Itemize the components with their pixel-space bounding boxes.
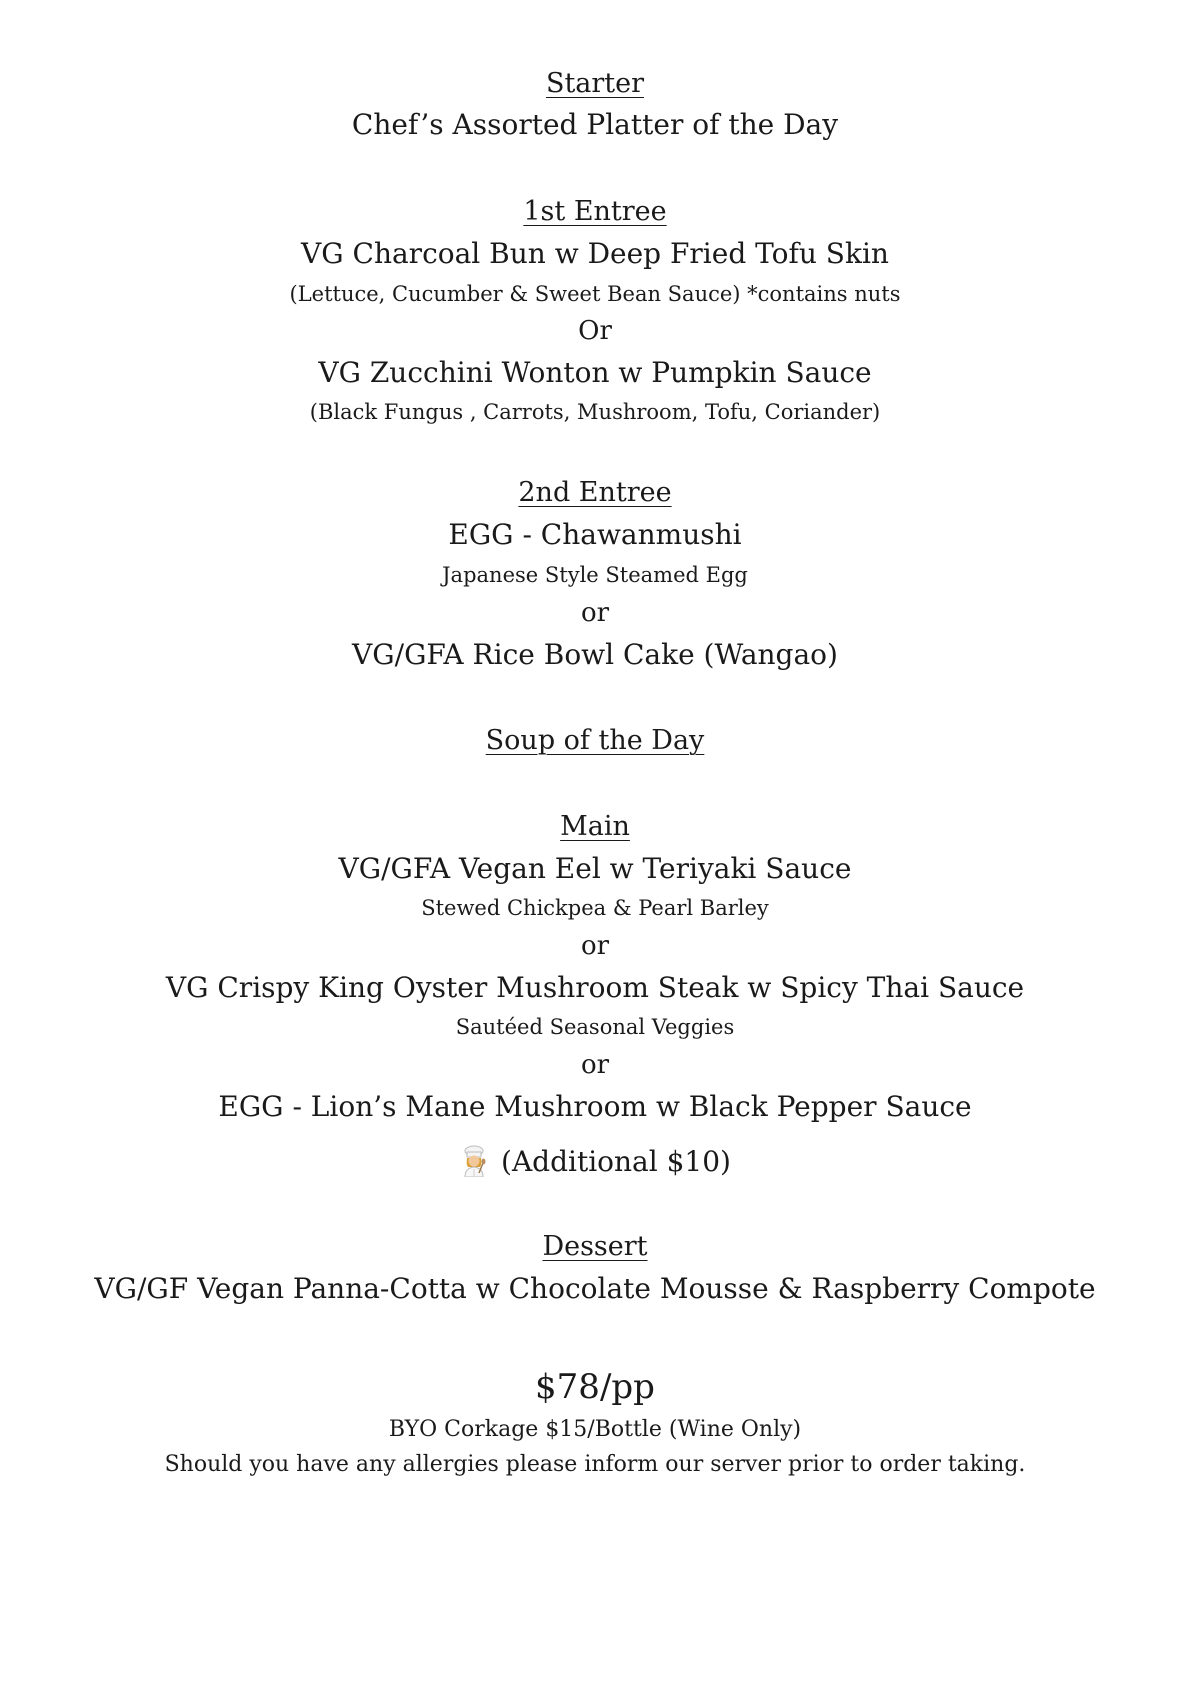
first-entree-separator: Or xyxy=(578,316,612,346)
first-entree-heading: 1st Entree xyxy=(523,196,667,227)
second-entree-option-2: VG/GFA Rice Bowl Cake (Wangao) xyxy=(352,638,838,671)
price-per-person: $78/pp xyxy=(535,1367,655,1407)
main-heading: Main xyxy=(560,811,630,842)
byo-corkage-note: BYO Corkage $15/Bottle (Wine Only) xyxy=(388,1417,802,1442)
dessert-heading: Dessert xyxy=(542,1231,648,1262)
starter-heading: Starter xyxy=(545,68,645,99)
second-entree-separator: or xyxy=(580,598,610,628)
second-entree-option-1: EGG - Chawanmushi xyxy=(448,518,742,551)
main-option-2: VG Crispy King Oyster Mushroom Steak w Spicy Thai Sauce xyxy=(165,971,1025,1004)
main-option-3: EGG - Lion’s Mane Mushroom w Black Pepper Sauce xyxy=(218,1090,972,1123)
main-option-1-description: Stewed Chickpea & Pearl Barley xyxy=(421,896,769,920)
main-separator-2: or xyxy=(580,1050,610,1080)
main-option-2-description: Sautéed Seasonal Veggies xyxy=(455,1015,735,1039)
dessert-dish: VG/GF Vegan Panna-Cotta w Chocolate Mousse & Raspberry Compote xyxy=(94,1272,1096,1305)
main-option-1: VG/GFA Vegan Eel w Teriyaki Sauce xyxy=(338,852,852,885)
first-entree-option-2: VG Zucchini Wonton w Pumpkin Sauce xyxy=(318,356,872,389)
second-entree-option-1-description: Japanese Style Steamed Egg xyxy=(442,563,748,587)
soup-heading: Soup of the Day xyxy=(485,725,705,756)
first-entree-option-2-description: (Black Fungus , Carrots, Mushroom, Tofu, Coriander) xyxy=(309,400,881,424)
main-option-3-extra-line xyxy=(0,1145,1190,1177)
chef-icon xyxy=(459,1145,489,1177)
second-entree-heading: 2nd Entree xyxy=(518,477,672,508)
starter-dish: Chef’s Assorted Platter of the Day xyxy=(351,108,839,141)
allergy-note: Should you have any allergies please inform our server prior to order taking. xyxy=(164,1452,1026,1477)
main-separator-1: or xyxy=(580,931,610,961)
main-option-3-extra: (Additional $10) xyxy=(501,1145,731,1178)
first-entree-option-1: VG Charcoal Bun w Deep Fried Tofu Skin xyxy=(301,237,889,270)
first-entree-option-1-description: (Lettuce, Cucumber & Sweet Bean Sauce) *contains nuts xyxy=(289,282,901,306)
